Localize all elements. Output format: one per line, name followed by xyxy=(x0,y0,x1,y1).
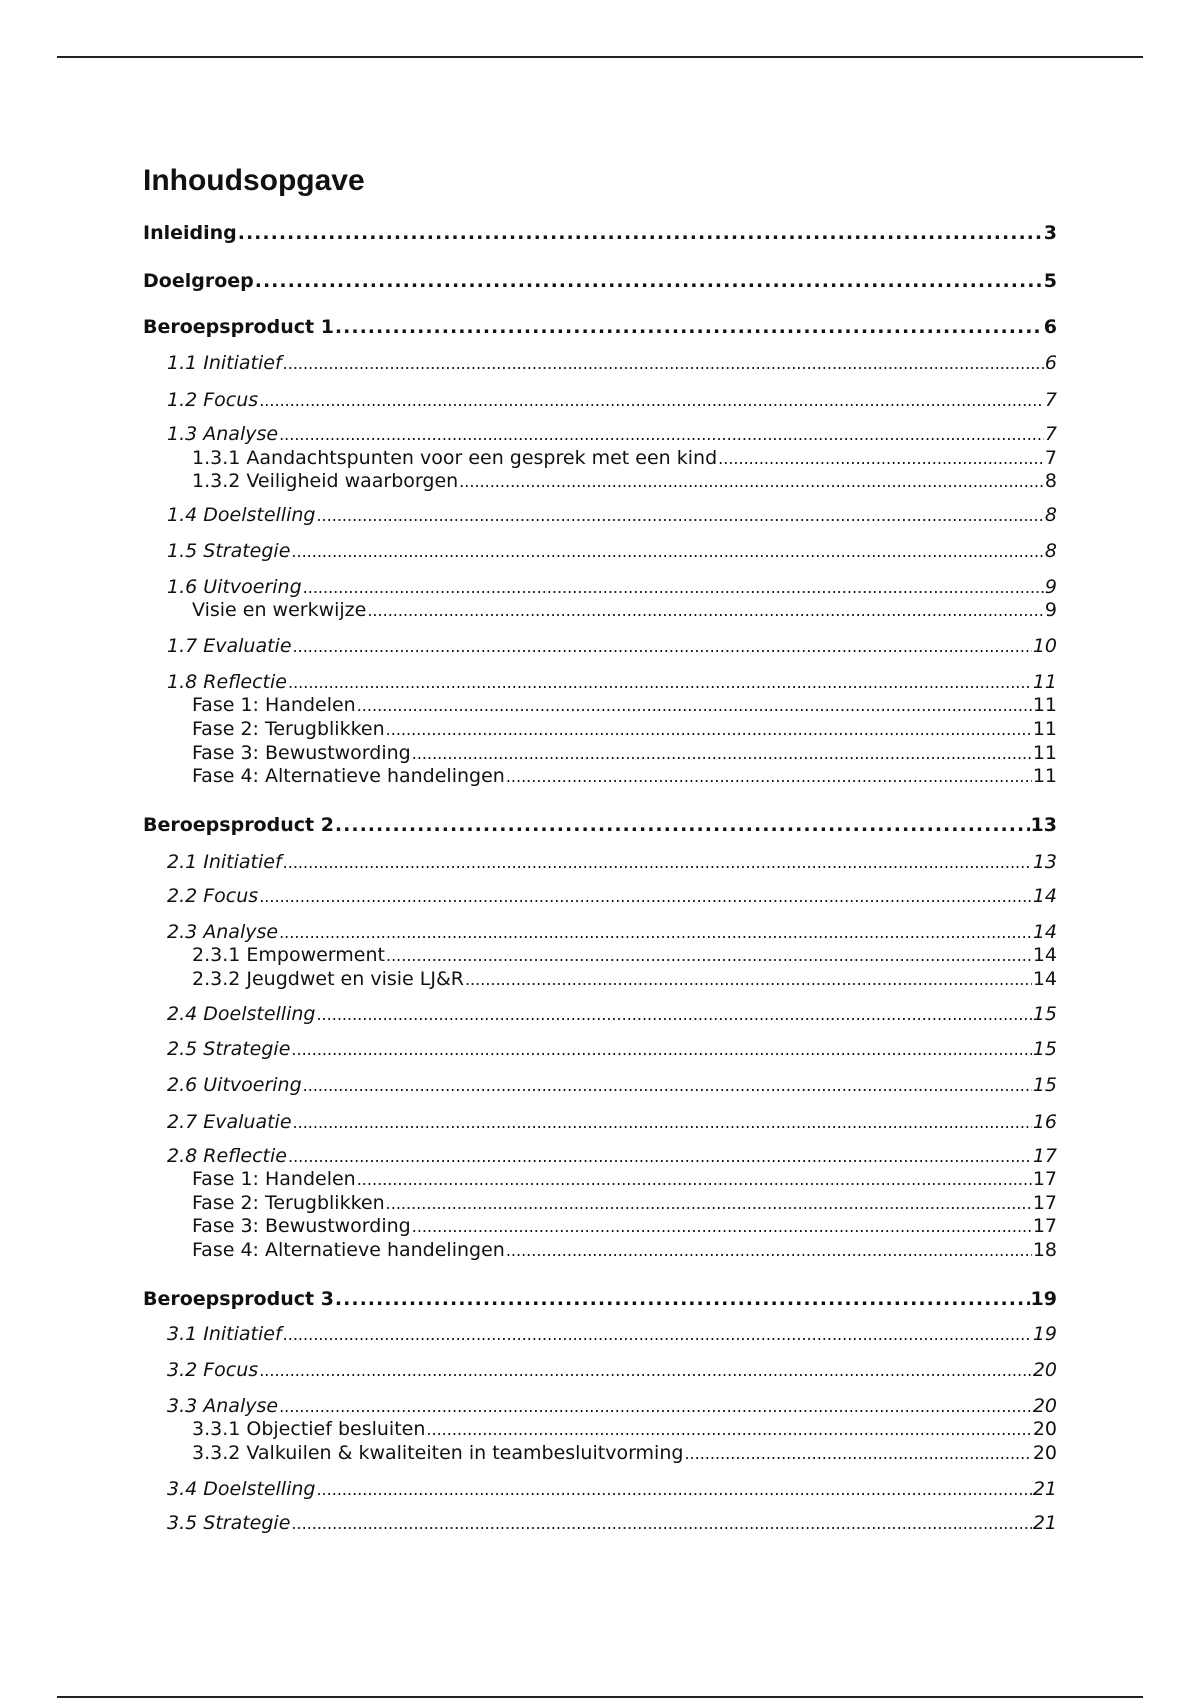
toc-entry-label: 1.3.1 Aandachtspunten voor een gesprek met een kind xyxy=(192,447,718,469)
toc-entry-page: 8 xyxy=(1044,504,1057,526)
toc-entry-label: 1.2 Focus xyxy=(167,389,259,411)
toc-entry-label: 2.2 Focus xyxy=(167,885,259,907)
toc-entry-page: 17 xyxy=(1032,1192,1057,1214)
toc-entry[interactable] xyxy=(143,1074,1057,1096)
toc-entry-beroepsproduct-1[interactable] xyxy=(143,316,1057,338)
toc-entry[interactable] xyxy=(143,718,1057,740)
toc-entry-page: 20 xyxy=(1032,1442,1057,1464)
dot-leader xyxy=(386,1194,1032,1213)
toc-entry[interactable] xyxy=(143,742,1057,764)
toc-entry-label: 3.4 Doelstelling xyxy=(167,1478,316,1500)
toc-entry-label: Visie en werkwijze xyxy=(192,599,367,621)
toc-entry[interactable] xyxy=(143,944,1057,966)
dot-leader xyxy=(357,1170,1032,1189)
dot-leader xyxy=(288,673,1032,692)
toc-entry-page: 15 xyxy=(1032,1074,1057,1096)
dot-leader xyxy=(288,1147,1032,1166)
dot-leader xyxy=(412,1217,1032,1236)
toc-entry-page: 19 xyxy=(1032,1323,1057,1345)
dot-leader xyxy=(283,853,1032,872)
toc-entry-page: 17 xyxy=(1032,1215,1057,1237)
dot-leader xyxy=(316,506,1043,525)
toc-entry-page: 11 xyxy=(1032,718,1057,740)
toc-entry-label: 1.4 Doelstelling xyxy=(167,504,316,526)
toc-entry-label: Fase 2: Terugblikken xyxy=(192,1192,385,1214)
toc-entry[interactable] xyxy=(143,765,1057,787)
toc-entry-label: 3.3.1 Objectief besluiten xyxy=(192,1418,426,1440)
dot-leader xyxy=(506,1241,1032,1260)
dot-leader xyxy=(279,1397,1032,1416)
dot-leader xyxy=(465,970,1032,989)
dot-leader xyxy=(316,1480,1031,1499)
toc-entry-beroepsproduct-3[interactable] xyxy=(143,1288,1057,1310)
toc-entry[interactable] xyxy=(143,885,1057,907)
dot-leader xyxy=(283,1325,1032,1344)
toc-entry-page: 9 xyxy=(1044,576,1057,598)
toc-entry[interactable] xyxy=(143,1418,1057,1440)
dot-leader xyxy=(291,1514,1031,1533)
toc-entry-label: 1.5 Strategie xyxy=(167,540,291,562)
toc-entry[interactable] xyxy=(143,1359,1057,1381)
toc-entry-label: 3.3 Analyse xyxy=(167,1395,279,1417)
toc-entry[interactable] xyxy=(143,921,1057,943)
toc-entry-page: 17 xyxy=(1032,1168,1057,1190)
toc-entry-label: Fase 2: Terugblikken xyxy=(192,718,385,740)
toc-entry[interactable] xyxy=(143,694,1057,716)
toc-entry-page: 20 xyxy=(1032,1418,1057,1440)
toc-entry-page: 8 xyxy=(1044,540,1057,562)
toc-entry-label: 2.7 Evaluatie xyxy=(167,1111,292,1133)
header-rule xyxy=(57,56,1143,58)
toc-entry[interactable] xyxy=(143,447,1057,469)
toc-entry[interactable] xyxy=(143,968,1057,990)
toc-entry-page: 18 xyxy=(1032,1239,1057,1261)
toc-entry-page: 21 xyxy=(1032,1512,1057,1534)
toc-entry[interactable] xyxy=(143,671,1057,693)
toc-entry-page: 16 xyxy=(1032,1111,1057,1133)
toc-entry-page: 20 xyxy=(1032,1395,1057,1417)
toc-entry-page: 11 xyxy=(1032,694,1057,716)
toc-entry-label: 1.7 Evaluatie xyxy=(167,635,292,657)
toc-entry-label: Beroepsproduct 1 xyxy=(143,316,334,338)
dot-leader xyxy=(459,472,1044,491)
toc-entry[interactable] xyxy=(143,635,1057,657)
toc-entry[interactable] xyxy=(143,1192,1057,1214)
toc-entry[interactable] xyxy=(143,1239,1057,1261)
dot-leader xyxy=(293,637,1032,656)
toc-entry-page: 7 xyxy=(1044,423,1057,445)
toc-entry-label: Beroepsproduct 3 xyxy=(143,1288,334,1310)
toc-entry[interactable] xyxy=(143,504,1057,526)
toc-entry[interactable] xyxy=(143,423,1057,445)
toc-entry-page: 14 xyxy=(1032,944,1057,966)
toc-entry-label: 3.3.2 Valkuilen & kwaliteiten in teambesluitvorming xyxy=(192,1442,684,1464)
dot-leader xyxy=(426,1420,1031,1439)
toc-entry-label: Fase 1: Handelen xyxy=(192,1168,356,1190)
dot-leader xyxy=(316,1005,1031,1024)
toc-entry[interactable] xyxy=(143,599,1057,621)
toc-entry-label: Fase 4: Alternatieve handelingen xyxy=(192,1239,505,1261)
dot-leader xyxy=(255,270,1043,292)
toc-entry-page: 20 xyxy=(1032,1359,1057,1381)
toc-entry-label: 2.1 Initiatief xyxy=(167,851,282,873)
dot-leader xyxy=(259,1361,1032,1380)
toc-entry-label: 2.3.2 Jeugdwet en visie LJ&R xyxy=(192,968,464,990)
toc-entry[interactable] xyxy=(143,1168,1057,1190)
toc-entry-label: 2.5 Strategie xyxy=(167,1038,291,1060)
toc-entry-page: 8 xyxy=(1044,470,1057,492)
toc-entry-label: 1.3.2 Veiligheid waarborgen xyxy=(192,470,459,492)
toc-entry-label: 3.5 Strategie xyxy=(167,1512,291,1534)
toc-entry-page: 11 xyxy=(1032,765,1057,787)
toc-entry-page: 3 xyxy=(1043,222,1057,244)
toc-entry[interactable] xyxy=(143,1323,1057,1345)
toc-entry[interactable] xyxy=(143,851,1057,873)
toc-entry[interactable] xyxy=(143,1038,1057,1060)
dot-leader xyxy=(291,542,1044,561)
dot-leader xyxy=(386,720,1032,739)
toc-entry[interactable] xyxy=(143,1395,1057,1417)
toc-entry-page: 7 xyxy=(1044,389,1057,411)
toc-entry-page: 10 xyxy=(1032,635,1057,657)
dot-leader xyxy=(283,354,1044,373)
toc-entry-page: 14 xyxy=(1032,921,1057,943)
toc-entry-label: Fase 3: Bewustwording xyxy=(192,742,411,764)
toc-entry-label: 3.2 Focus xyxy=(167,1359,259,1381)
dot-leader xyxy=(718,449,1044,468)
toc-entry[interactable] xyxy=(143,1145,1057,1167)
toc-entry-page: 6 xyxy=(1043,316,1057,338)
dot-leader xyxy=(238,222,1043,244)
footer-rule xyxy=(57,1696,1143,1698)
dot-leader xyxy=(259,391,1044,410)
dot-leader xyxy=(303,578,1044,597)
toc-entry-label: 1.1 Initiatief xyxy=(167,352,282,374)
dot-leader xyxy=(386,946,1032,965)
toc-entry-page: 21 xyxy=(1032,1478,1057,1500)
toc-entry-page: 15 xyxy=(1032,1003,1057,1025)
toc-entry-label: 3.1 Initiatief xyxy=(167,1323,282,1345)
dot-leader xyxy=(335,814,1030,836)
toc-entry-label: 2.3 Analyse xyxy=(167,921,279,943)
toc-entry-page: 14 xyxy=(1032,885,1057,907)
toc-entry-page: 13 xyxy=(1030,814,1057,836)
toc-entry-label: 1.6 Uitvoering xyxy=(167,576,302,598)
toc-entry-label: 2.6 Uitvoering xyxy=(167,1074,302,1096)
toc-entry[interactable] xyxy=(143,540,1057,562)
dot-leader xyxy=(335,316,1043,338)
dot-leader xyxy=(506,767,1032,786)
dot-leader xyxy=(412,744,1032,763)
dot-leader xyxy=(357,696,1032,715)
toc-entry-page: 11 xyxy=(1032,742,1057,764)
toc-entry[interactable] xyxy=(143,1512,1057,1534)
toc-entry[interactable] xyxy=(143,1442,1057,1464)
toc-entry[interactable] xyxy=(143,1111,1057,1133)
dot-leader xyxy=(367,601,1044,620)
toc-entry[interactable] xyxy=(143,1215,1057,1237)
toc-entry-label: Inleiding xyxy=(143,222,237,244)
toc-entry-label: Doelgroep xyxy=(143,270,254,292)
toc-entry-page: 15 xyxy=(1032,1038,1057,1060)
toc-entry-inleiding[interactable] xyxy=(143,222,1057,244)
toc-entry[interactable] xyxy=(143,470,1057,492)
toc-entry[interactable] xyxy=(143,1003,1057,1025)
toc-entry-doelgroep[interactable] xyxy=(143,270,1057,292)
toc-entry-beroepsproduct-2[interactable] xyxy=(143,814,1057,836)
toc-entry-page: 6 xyxy=(1044,352,1057,374)
dot-leader xyxy=(684,1444,1031,1463)
toc-entry-page: 17 xyxy=(1032,1145,1057,1167)
toc-entry-page: 7 xyxy=(1044,447,1057,469)
toc-entry-label: Fase 3: Bewustwording xyxy=(192,1215,411,1237)
toc-entry[interactable] xyxy=(143,352,1057,374)
toc-entry-label: 1.3 Analyse xyxy=(167,423,279,445)
toc-entry-page: 19 xyxy=(1030,1288,1057,1310)
toc-entry-label: 2.4 Doelstelling xyxy=(167,1003,316,1025)
toc-entry[interactable] xyxy=(143,576,1057,598)
dot-leader xyxy=(279,923,1032,942)
toc-entry[interactable] xyxy=(143,1478,1057,1500)
dot-leader xyxy=(259,887,1032,906)
toc-entry-page: 5 xyxy=(1043,270,1057,292)
dot-leader xyxy=(279,425,1044,444)
dot-leader xyxy=(335,1288,1030,1310)
toc-entry-label: 2.3.1 Empowerment xyxy=(192,944,385,966)
dot-leader xyxy=(291,1040,1031,1059)
toc-entry-label: Fase 4: Alternatieve handelingen xyxy=(192,765,505,787)
dot-leader xyxy=(303,1076,1032,1095)
page-title: Inhoudsopgave xyxy=(143,164,365,197)
toc-entry-page: 14 xyxy=(1032,968,1057,990)
toc-entry[interactable] xyxy=(143,389,1057,411)
toc-entry-page: 13 xyxy=(1032,851,1057,873)
toc-entry-label: 1.8 Reflectie xyxy=(167,671,287,693)
toc-entry-label: Fase 1: Handelen xyxy=(192,694,356,716)
toc-entry-page: 11 xyxy=(1032,671,1057,693)
toc-entry-label: 2.8 Reflectie xyxy=(167,1145,287,1167)
dot-leader xyxy=(293,1113,1032,1132)
toc-entry-label: Beroepsproduct 2 xyxy=(143,814,334,836)
toc-entry-page: 9 xyxy=(1044,599,1057,621)
